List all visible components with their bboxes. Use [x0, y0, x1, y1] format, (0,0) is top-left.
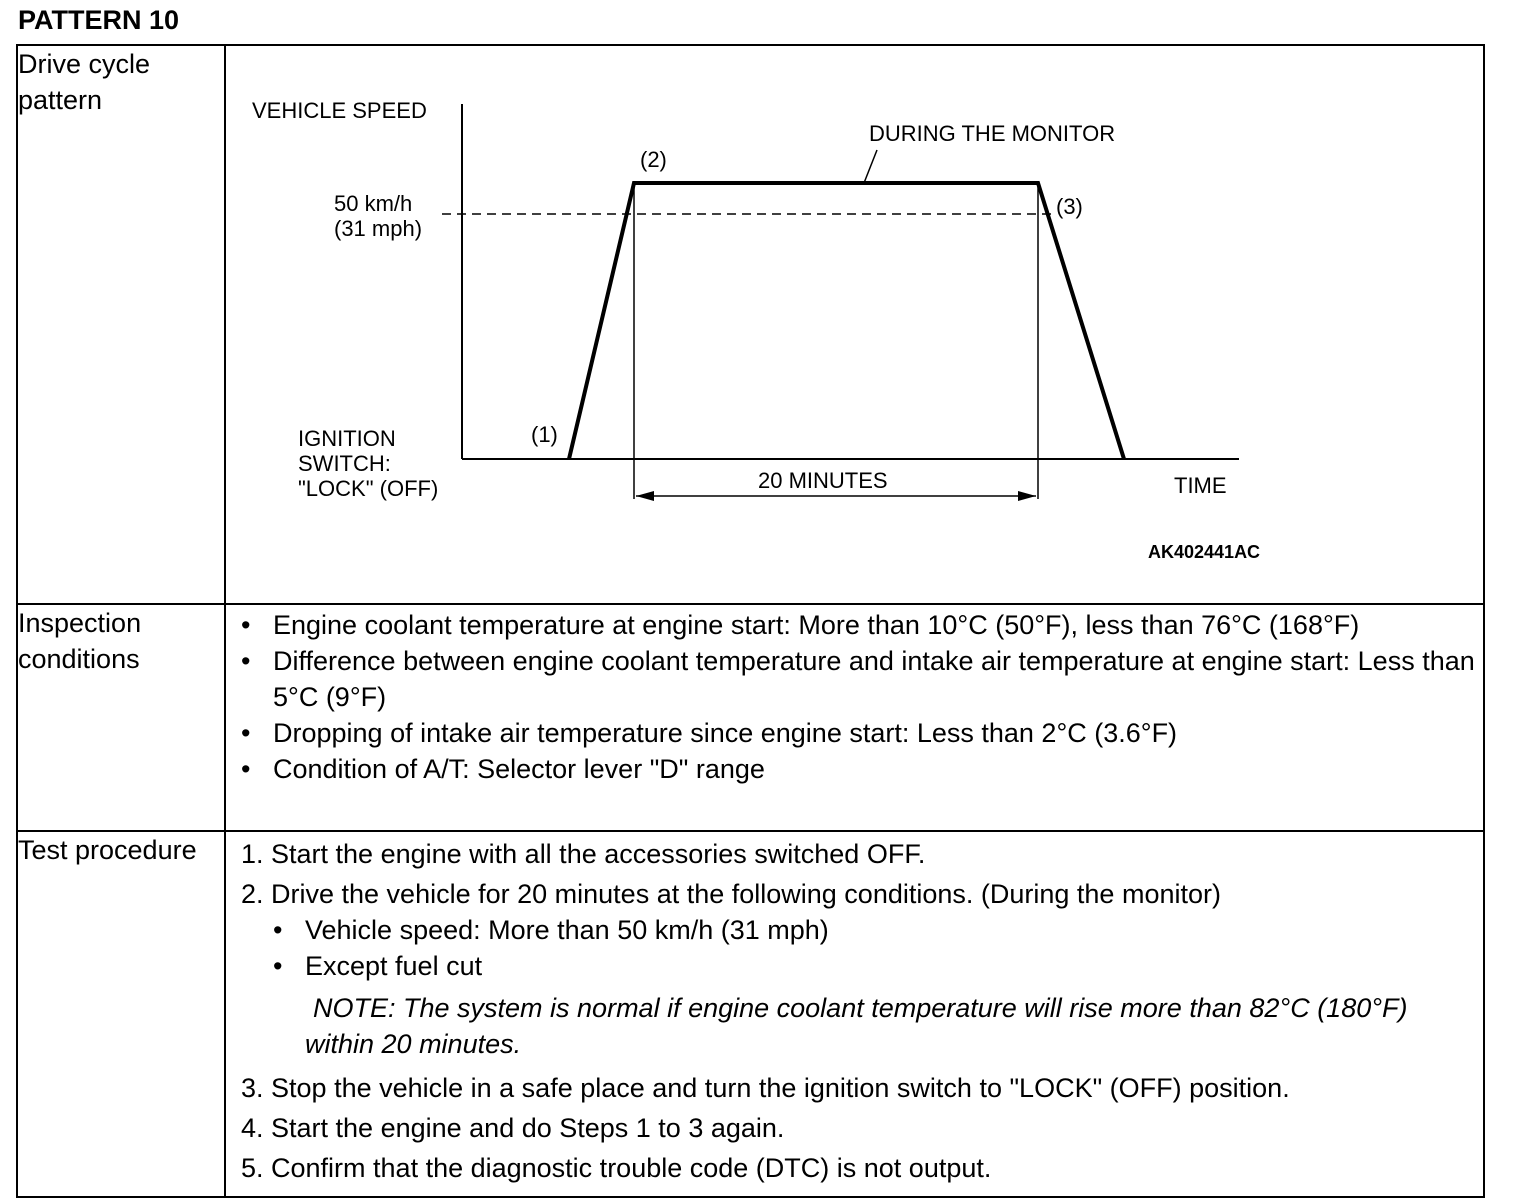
test-step-3: 3. Stop the vehicle in a safe place and turn the ignition switch to "LOCK" (OFF) position. [241, 1073, 1290, 1103]
arrowhead-right-icon [1018, 491, 1036, 501]
inspection-item: • Dropping of intake air temperature since engine start: Less than 2°C (3.6°F) [241, 715, 1483, 751]
test-step-2-conditions [241, 912, 1483, 984]
y-axis-label: VEHICLE SPEED [252, 98, 427, 123]
inspection-row [17, 604, 1484, 831]
point-1-label: (1) [531, 422, 558, 447]
inspection-list [226, 605, 1483, 787]
monitor-leader-line [864, 150, 877, 183]
point-3-label: (3) [1056, 194, 1083, 219]
note-text: NOTE: The system is normal if engine coolant temperature will rise more than 82°C (180°F) within 20 minutes. [305, 993, 1408, 1059]
pattern-table [16, 44, 1485, 1198]
test-procedure-label: Test procedure [17, 831, 225, 1197]
ignition-label-line2: SWITCH: [298, 451, 391, 476]
test-steps-list [226, 832, 1483, 1186]
test-step-5: 5. Confirm that the diagnostic trouble code (DTC) is not output. [241, 1153, 992, 1183]
speed-label-line2: (31 mph) [334, 216, 423, 241]
inspection-item: • Engine coolant temperature at engine start: More than 10°C (50°F), less than 76°C (168°F) [241, 607, 1483, 643]
point-2-label: (2) [640, 147, 667, 172]
speed-profile-line [569, 183, 1124, 459]
monitor-label: DURING THE MONITOR [869, 121, 1116, 146]
test-step-1: 1. Start the engine with all the accessories switched OFF. [241, 839, 926, 869]
page-title: PATTERN 10 [18, 5, 180, 35]
inspection-item: • Difference between engine coolant temperature and intake air temperature at engine start: Less than 5°C (9°F) [241, 643, 1483, 715]
inspection-item: • Condition of A/T: Selector lever "D" range [241, 751, 1483, 787]
test-step-4: 4. Start the engine and do Steps 1 to 3 again. [241, 1113, 785, 1143]
inspection-label: Inspection conditions [17, 604, 225, 831]
x-axis-label: TIME [1174, 473, 1227, 498]
test-procedure-content [225, 831, 1484, 1197]
drive-cycle-label: Drive cycle pattern [17, 45, 225, 604]
duration-label: 20 MINUTES [758, 468, 888, 493]
condition-item: • Except fuel cut [273, 948, 1483, 984]
condition-item: • Vehicle speed: More than 50 km/h (31 mph) [273, 912, 1483, 948]
figure-code: AK402441AC [1148, 542, 1261, 562]
ignition-label-line1: IGNITION [298, 426, 396, 451]
drive-cycle-row [17, 45, 1484, 604]
test-step-2-text: 2. Drive the vehicle for 20 minutes at the following conditions. (During the monitor) [241, 879, 1221, 909]
arrowhead-left-icon [636, 491, 654, 501]
test-procedure-row [17, 831, 1484, 1197]
speed-label-line1: 50 km/h [334, 191, 413, 216]
drive-cycle-chart-cell [225, 45, 1484, 604]
ignition-label-line3: "LOCK" (OFF) [298, 476, 439, 501]
inspection-content [225, 604, 1484, 831]
test-step-2 [241, 876, 1483, 1066]
drive-cycle-diagram [226, 46, 1485, 594]
